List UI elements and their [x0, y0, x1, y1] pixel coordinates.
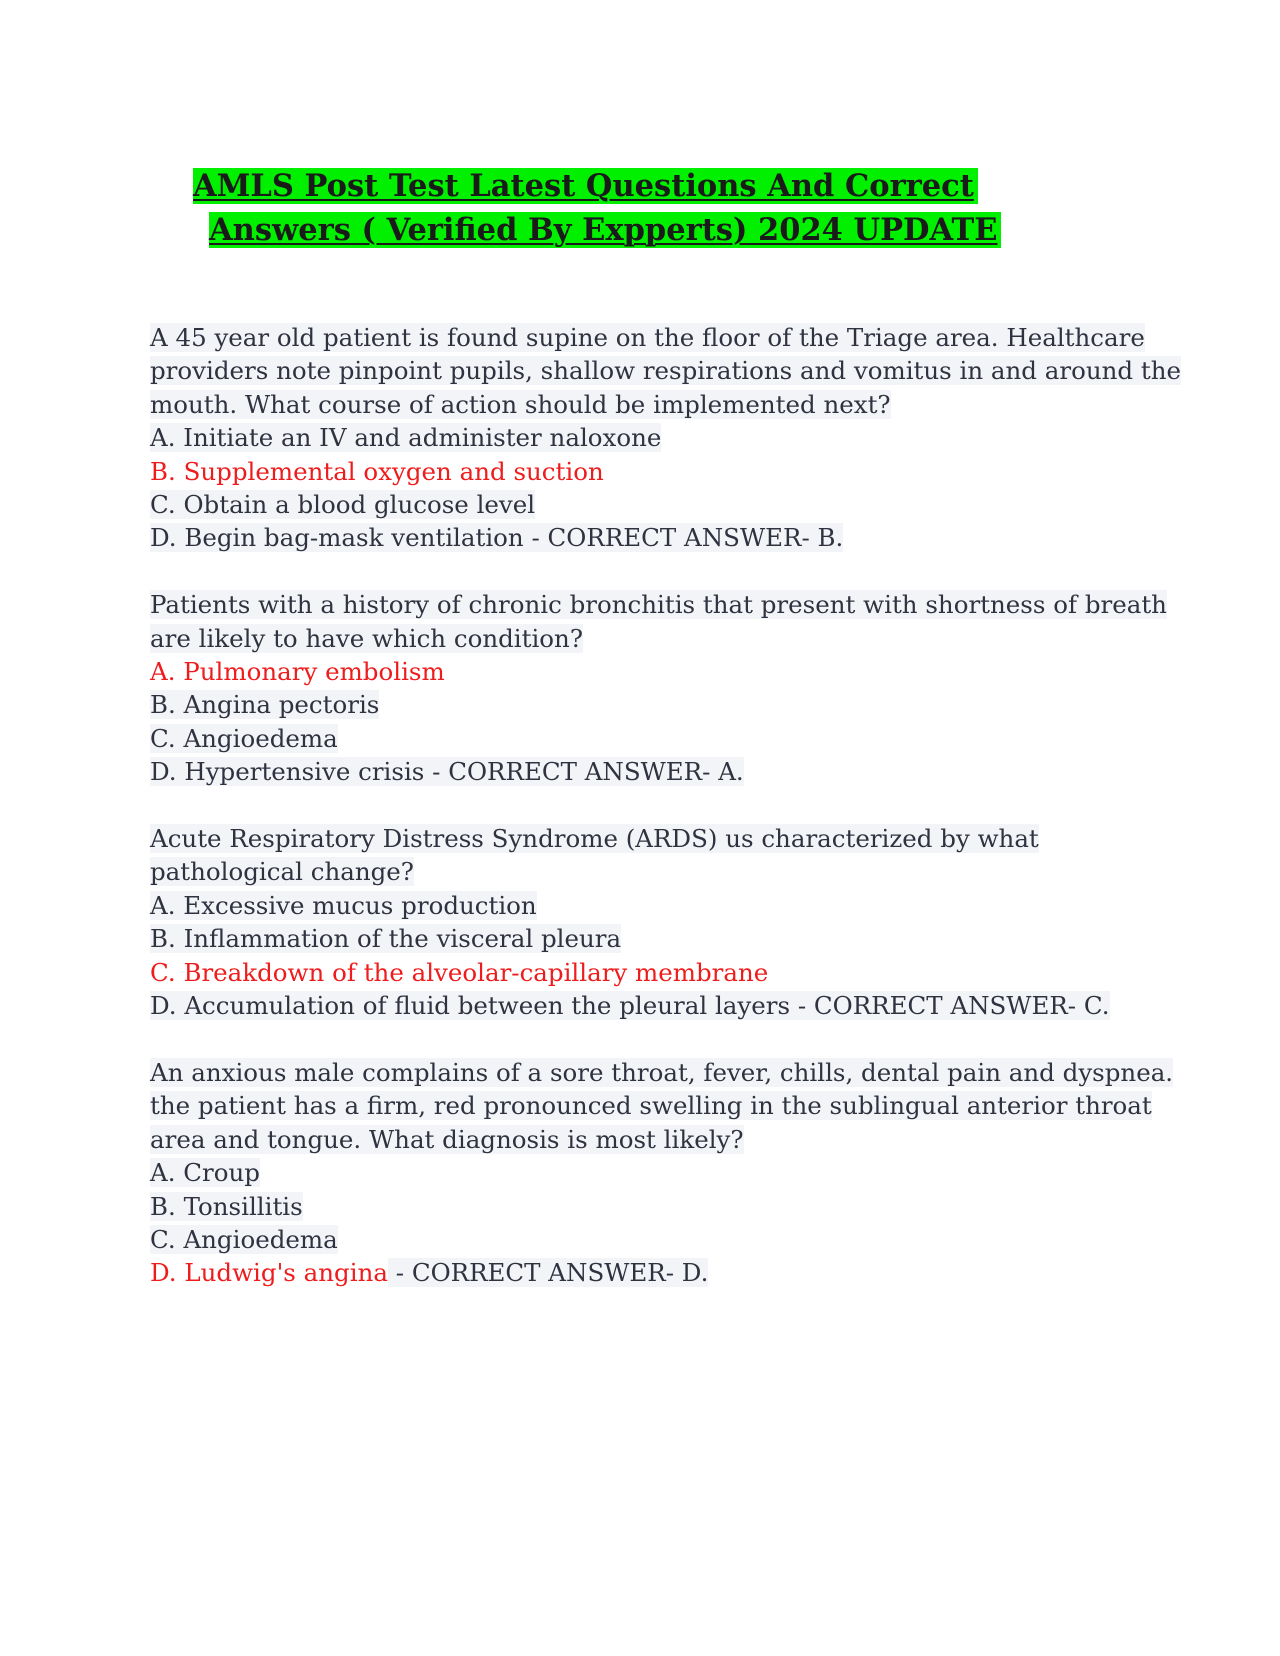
- question-2-option-c: C. Angioedema: [150, 723, 338, 753]
- question-1-correct-answer: - CORRECT ANSWER- B.: [523, 523, 844, 553]
- question-3-stem-line-2: pathological change?: [150, 857, 414, 887]
- question-2-correct-answer: - CORRECT ANSWER- A.: [424, 757, 744, 787]
- question-list: [150, 321, 1181, 1290]
- question-4-correct-answer: - CORRECT ANSWER- D.: [387, 1258, 709, 1288]
- question-block-3: [150, 822, 1150, 1022]
- question-1-stem-line-1: A 45 year old patient is found supine on the floor of the Triage area. Healthcare: [150, 323, 1145, 352]
- title-line-2: [193, 208, 1093, 252]
- question-2-option-a-correct: A. Pulmonary embolism: [150, 657, 445, 687]
- question-3-option-c-correct: C. Breakdown of the alveolar-capillary membrane: [150, 957, 769, 987]
- question-block-4: [150, 1056, 1174, 1290]
- question-3-option-b: B. Inflammation of the visceral pleura: [150, 924, 622, 954]
- question-4-option-c: C. Angioedema: [150, 1224, 338, 1254]
- question-3-correct-answer: - CORRECT ANSWER- C.: [790, 991, 1110, 1021]
- title-line-1: [193, 164, 1093, 208]
- question-3-option-a: A. Excessive mucus production: [150, 890, 537, 920]
- question-1-option-d: D. Begin bag-mask ventilation: [150, 523, 524, 553]
- question-1-stem-line-3: mouth. What course of action should be implemented next?: [150, 389, 891, 419]
- question-3-option-d: D. Accumulation of fluid between the pleural layers: [150, 991, 791, 1021]
- document-title: [193, 164, 1093, 252]
- question-4-option-b: B. Tonsillitis: [150, 1191, 303, 1221]
- question-1-option-a: A. Initiate an IV and administer naloxone: [150, 423, 662, 453]
- question-3-stem-line-1: Acute Respiratory Distress Syndrome (ARDS) us characterized by what: [150, 824, 1039, 854]
- title-line-1-text: AMLS Post Test Latest Questions And Correct: [193, 168, 978, 204]
- question-4-option-a: A. Croup: [150, 1158, 260, 1188]
- question-block-2: [150, 588, 1167, 788]
- question-4-stem-line-1: An anxious male complains of a sore throat, fever, chills, dental pain and dyspnea.: [150, 1057, 1174, 1087]
- question-2-option-d: D. Hypertensive crisis: [150, 757, 425, 787]
- question-4-stem-line-3: area and tongue. What diagnosis is most likely?: [150, 1124, 744, 1154]
- question-2-option-b: B. Angina pectoris: [150, 690, 380, 720]
- question-block-1: [150, 321, 1181, 555]
- question-2-stem-line-2: are likely to have which condition?: [150, 623, 583, 653]
- question-1-stem-line-2: providers note pinpoint pupils, shallow respirations and vomitus in and around the: [150, 356, 1181, 386]
- question-2-stem-line-1: Patients with a history of chronic bronchitis that present with shortness of breath: [150, 590, 1167, 620]
- question-4-option-d-correct: D. Ludwig's angina: [150, 1258, 388, 1288]
- question-4-stem-line-2: the patient has a firm, red pronounced swelling in the sublingual anterior throat: [150, 1091, 1152, 1121]
- question-1-option-b-correct: B. Supplemental oxygen and suction: [150, 456, 604, 486]
- title-line-2-text: Answers ( Verified By Expperts) 2024 UPDATE: [209, 212, 1001, 248]
- question-1-option-c: C. Obtain a blood glucose level: [150, 490, 536, 520]
